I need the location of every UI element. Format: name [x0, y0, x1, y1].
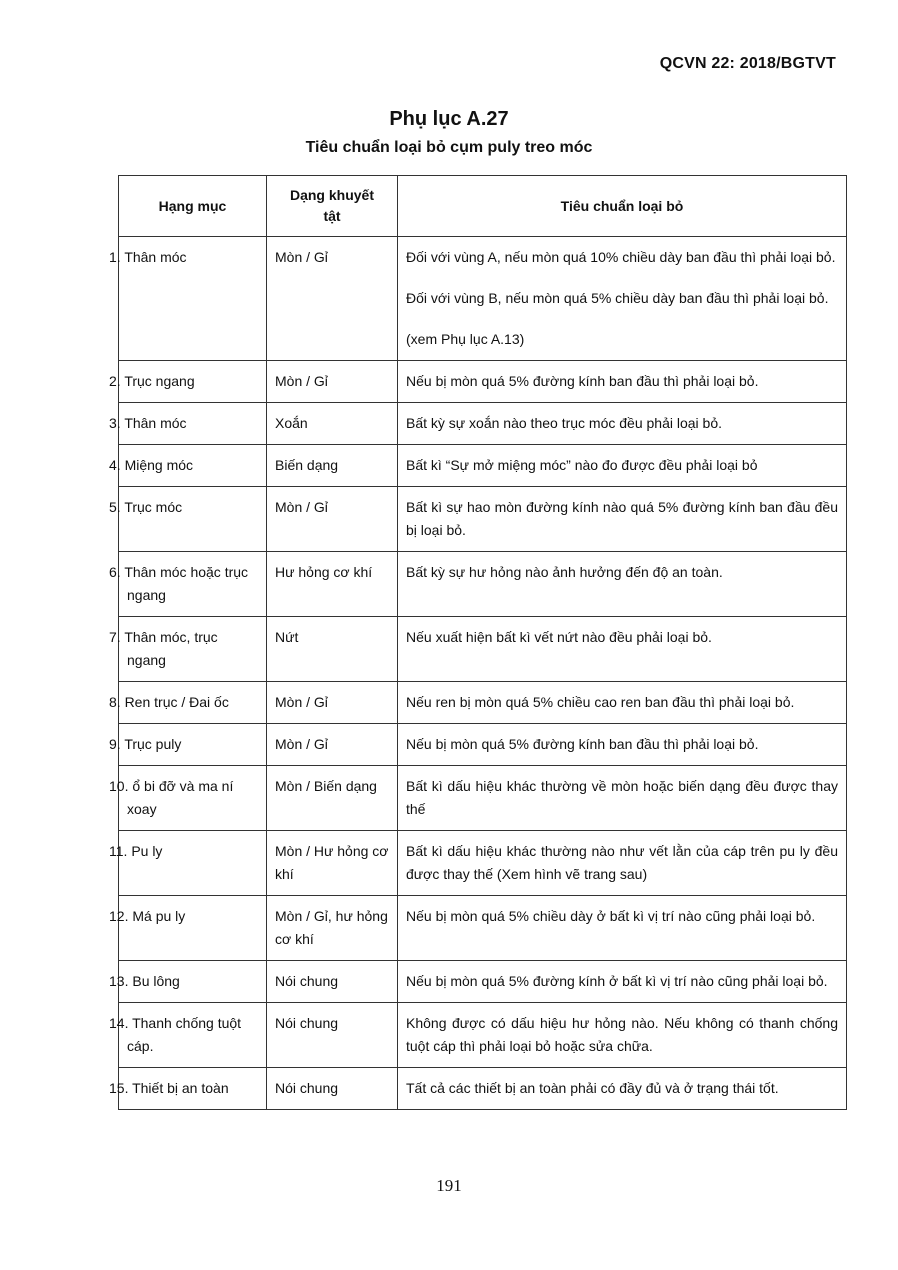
rejection-criteria-table: [109, 175, 847, 1110]
page-number: 191: [436, 1176, 462, 1195]
criteria-paragraph: Nếu bị mòn quá 5% đường kính ở bất kì vị trí nào cũng phải loại bỏ.: [406, 973, 828, 989]
cell-defect-type: Nói chung: [267, 1003, 398, 1068]
cell-rejection-criteria: [398, 237, 847, 361]
cell-defect-type: Mòn / Gỉ: [267, 487, 398, 552]
criteria-paragraph: Nếu bị mòn quá 5% chiều dày ở bất kì vị trí nào cũng phải loại bỏ.: [406, 908, 816, 924]
cell-rejection-criteria: [398, 1003, 847, 1068]
criteria-paragraph: Bất kì sự hao mòn đường kính nào quá 5% đường kính ban đầu đều bị loại bỏ.: [406, 499, 838, 538]
table-row: [119, 403, 847, 445]
cell-rejection-criteria: [398, 361, 847, 403]
table-row: [119, 896, 847, 961]
criteria-paragraph: Nếu xuất hiện bất kì vết nứt nào đều phải loại bỏ.: [406, 629, 712, 645]
criteria-paragraph: Bất kỳ sự hư hỏng nào ảnh hưởng đến độ an toàn.: [406, 564, 723, 580]
criteria-paragraph: Nếu bị mòn quá 5% đường kính ban đầu thì phải loại bỏ.: [406, 373, 759, 389]
table-body: [109, 237, 847, 1110]
document-code: QCVN 22: 2018/BGTVT: [659, 55, 836, 72]
table-header-row: [119, 176, 847, 237]
cell-item: 1. Thân móc: [119, 237, 267, 361]
table-row: [119, 1003, 847, 1068]
table-row: [119, 237, 847, 361]
criteria-paragraph: Không được có dấu hiệu hư hỏng nào. Nếu không có thanh chống tuột cáp thì phải loại bỏ hoặc sửa chữa.: [406, 1015, 838, 1054]
appendix-title: Phụ lục A.27: [389, 108, 509, 130]
criteria-paragraph: (xem Phụ lục A.13): [406, 331, 525, 347]
cell-item: 3. Thân móc: [119, 403, 267, 445]
criteria-paragraph: Bất kì “Sự mở miệng móc” nào đo được đều phải loại bỏ: [406, 457, 758, 473]
criteria-paragraph: Nếu ren bị mòn quá 5% chiều cao ren ban đầu thì phải loại bỏ.: [406, 694, 795, 710]
criteria-paragraph: Đối với vùng A, nếu mòn quá 10% chiều dày ban đầu thì phải loại bỏ.: [406, 249, 836, 265]
criteria-paragraph: Đối với vùng B, nếu mòn quá 5% chiều dày ban đầu thì phải loại bỏ.: [406, 290, 829, 306]
appendix-subtitle: Tiêu chuẩn loại bỏ cụm puly treo móc: [305, 139, 593, 156]
cell-rejection-criteria: [398, 766, 847, 831]
cell-rejection-criteria: [398, 682, 847, 724]
cell-item: 6. Thân móc hoặc trục ngang: [119, 552, 267, 617]
header-item: Hạng mục: [119, 176, 267, 237]
cell-defect-type: Nói chung: [267, 961, 398, 1003]
cell-item: 9. Trục puly: [119, 724, 267, 766]
cell-rejection-criteria: [398, 617, 847, 682]
cell-defect-type: Mòn / Gỉ, hư hỏng cơ khí: [267, 896, 398, 961]
cell-defect-type: Mòn / Biến dạng: [267, 766, 398, 831]
cell-item: 10. ổ bi đỡ và ma ní xoay: [119, 766, 267, 831]
cell-rejection-criteria: [398, 724, 847, 766]
table-row: [119, 766, 847, 831]
table-row: [119, 1068, 847, 1110]
cell-item: 15. Thiết bị an toàn: [119, 1068, 267, 1110]
criteria-paragraph: Bất kì dấu hiệu khác thường về mòn hoặc biến dạng đều được thay thế: [406, 778, 838, 817]
cell-defect-type: Mòn / Gỉ: [267, 237, 398, 361]
cell-defect-type: Mòn / Gỉ: [267, 724, 398, 766]
cell-rejection-criteria: [398, 1068, 847, 1110]
criteria-paragraph: Bất kì dấu hiệu khác thường nào như vết lằn của cáp trên pu ly đều được thay thế (Xem hình vẽ trang sau): [406, 843, 838, 882]
criteria-paragraph: Tất cả các thiết bị an toàn phải có đầy đủ và ở trạng thái tốt.: [406, 1080, 779, 1096]
cell-item: 12. Má pu ly: [119, 896, 267, 961]
cell-item: 2. Trục ngang: [119, 361, 267, 403]
cell-rejection-criteria: [398, 552, 847, 617]
criteria-paragraph: Bất kỳ sự xoắn nào theo trục móc đều phải loại bỏ.: [406, 415, 723, 431]
cell-defect-type: Mòn / Gỉ: [267, 361, 398, 403]
header-rejection-criteria: Tiêu chuẩn loại bỏ: [398, 176, 847, 237]
cell-defect-type: Nói chung: [267, 1068, 398, 1110]
criteria-paragraph: Nếu bị mòn quá 5% đường kính ban đầu thì phải loại bỏ.: [406, 736, 759, 752]
table-row: [119, 961, 847, 1003]
table-row: [119, 724, 847, 766]
table-row: [119, 552, 847, 617]
cell-defect-type: Biến dạng: [267, 445, 398, 487]
cell-item: 11. Pu ly: [119, 831, 267, 896]
cell-rejection-criteria: [398, 831, 847, 896]
cell-defect-type: Xoắn: [267, 403, 398, 445]
cell-defect-type: Mòn / Hư hỏng cơ khí: [267, 831, 398, 896]
cell-item: 4. Miệng móc: [119, 445, 267, 487]
cell-defect-type: Mòn / Gỉ: [267, 682, 398, 724]
table-row: [119, 487, 847, 552]
cell-rejection-criteria: [398, 445, 847, 487]
table-row: [119, 682, 847, 724]
table-row: [119, 617, 847, 682]
cell-item: 7. Thân móc, trục ngang: [119, 617, 267, 682]
cell-item: 8. Ren trục / Đai ốc: [119, 682, 267, 724]
cell-rejection-criteria: [398, 403, 847, 445]
header-defect-type: Dạng khuyết tật: [267, 176, 398, 237]
cell-rejection-criteria: [398, 961, 847, 1003]
table-row: [119, 445, 847, 487]
cell-defect-type: Nứt: [267, 617, 398, 682]
cell-item: 13. Bu lông: [119, 961, 267, 1003]
cell-defect-type: Hư hỏng cơ khí: [267, 552, 398, 617]
cell-rejection-criteria: [398, 896, 847, 961]
cell-item: 5. Trục móc: [119, 487, 267, 552]
cell-rejection-criteria: [398, 487, 847, 552]
table-row: [119, 361, 847, 403]
cell-item: 14. Thanh chống tuột cáp.: [119, 1003, 267, 1068]
table-row: [119, 831, 847, 896]
